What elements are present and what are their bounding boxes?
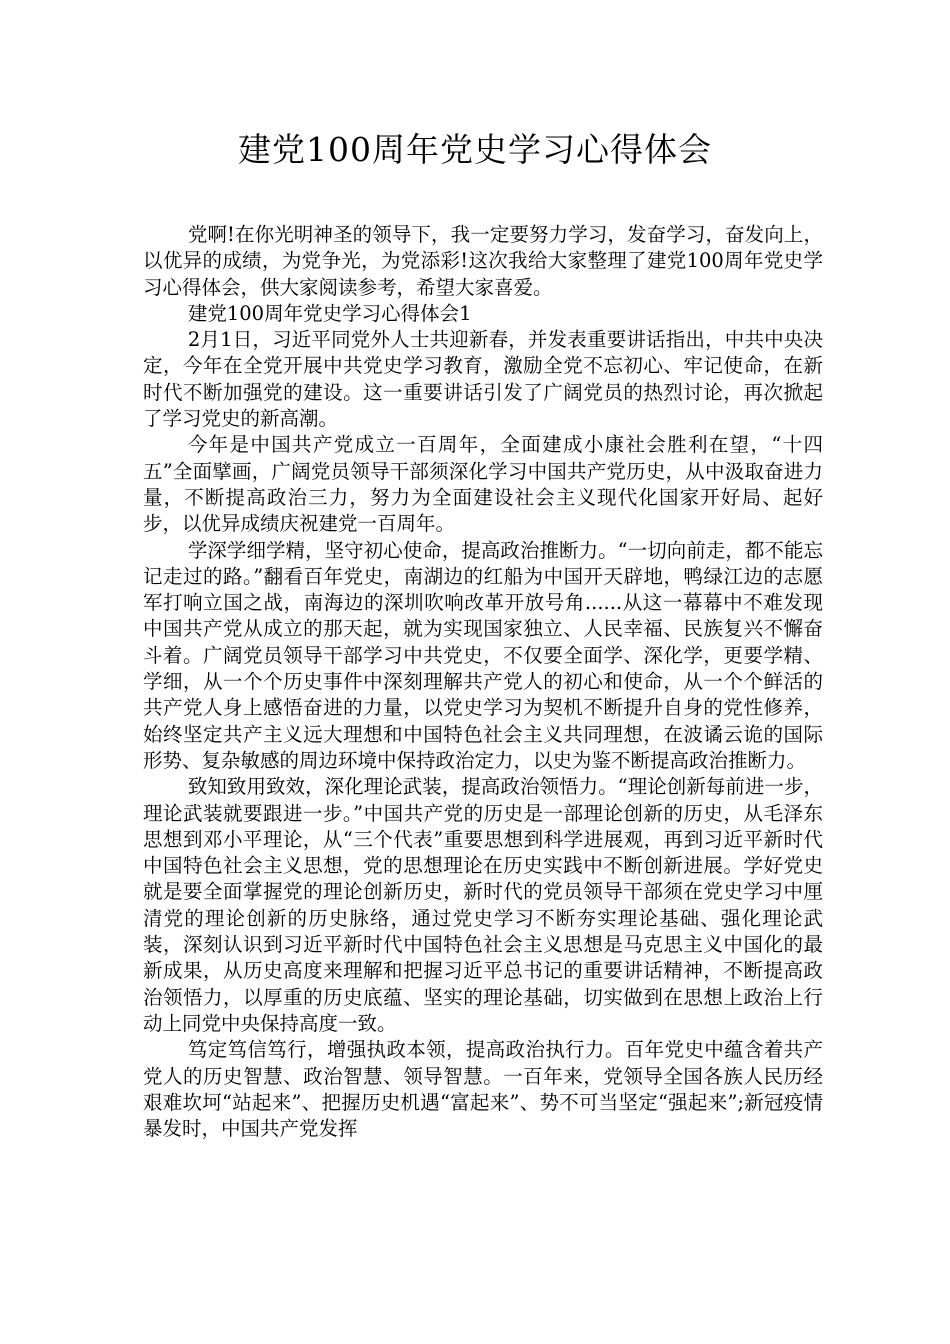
document-title: 建党100周年党史学习心得体会 [238, 130, 712, 169]
body-paragraph: 学深学细学精，坚守初心使命，提高政治推断力。“一切向前走，都不能忘记走过的路。”翻看百年党史，南湖边的红船为中国开天辟地，鸭绿江边的志愿军打响立国之战，南海边的深圳吹响改革开放号角......从这一幕幕中不难发现中国共产党从成立的那天起，就为实现国家独立、人民幸福、民族复兴不懈奋斗着。广阔党员领导干部学习中共党史，不仅要全面学、深化学，更要学精、学细，从一个个历史事件中深刻理解共产党人的初心和使命，从一个个鲜活的共产党人身上感悟奋进的力量，以党史学习为契机不断提升自身的党性修养，始终坚定共产主义远大理想和中国特色社会主义共同理想，在波谲云诡的国际形势、复杂敏感的周边环境中保持政治定力，以史为鉴不断提高政治推断力。 [143, 538, 823, 772]
section-heading: 建党100周年党史学习心得体会1 [187, 301, 472, 325]
body-paragraph: 笃定笃信笃行，增强执政本领，提高政治执行力。百年党史中蕴含着共产党人的历史智慧、政治智慧、领导智慧。一百年来，党领导全国各族人民历经艰难坎坷“站起来”、把握历史机遇“富起来”、势不可当坚定“强起来”;新冠疫情暴发时，中国共产党发挥 [143, 1038, 823, 1141]
body-paragraph: 致知致用致效，深化理论武装，提高政治领悟力。“理论创新每前进一步，理论武装就要跟进一步。”中国共产党的历史是一部理论创新的历史，从毛泽东思想到邓小平理论，从“三个代表”重要思想到科学进展观，再到习近平新时代中国特色社会主义思想，党的思想理论在历史实践中不断创新进展。学好党史就是要全面掌握党的理论创新历史，新时代的党员领导干部须在党史学习中厘清党的理论创新的历史脉络，通过党史学习不断夯实理论基础、强化理论武装，深刻认识到习近平新时代中国特色社会主义思想是马克思主义中国化的最新成果，从历史高度来理解和把握习近平总书记的重要讲话精神，不断提高政治领悟力，以厚重的历史底蕴、坚实的理论基础，切实做到在思想上政治上行动上同党中央保持高度一致。 [143, 775, 823, 1035]
body-paragraph: 今年是中国共产党成立一百周年，全面建成小康社会胜利在望，“十四五”全面擘画，广阔党员领导干部须深化学习中国共产党历史，从中汲取奋进力量，不断提高政治三力，努力为全面建设社会主义现代化国家开好局、起好步，以优异成绩庆祝建党一百周年。 [143, 433, 823, 536]
intro-paragraph: 党啊!在你光明神圣的领导下，我一定要努力学习，发奋学习，奋发向上，以优异的成绩，为党争光，为党添彩!这次我给大家整理了建党100周年党史学习心得体会，供大家阅读参考，希望大家喜爱。 [143, 223, 823, 299]
document-body [143, 222, 823, 1142]
body-paragraph: 2月1日，习近平同党外人士共迎新春，并发表重要讲话指出，中共中央决定，今年在全党开展中共党史学习教育，激励全党不忘初心、牢记使命，在新时代不断加强党的建设。这一重要讲话引发了广阔党员的热烈讨论，再次掀起了学习党史的新高潮。 [143, 328, 823, 431]
